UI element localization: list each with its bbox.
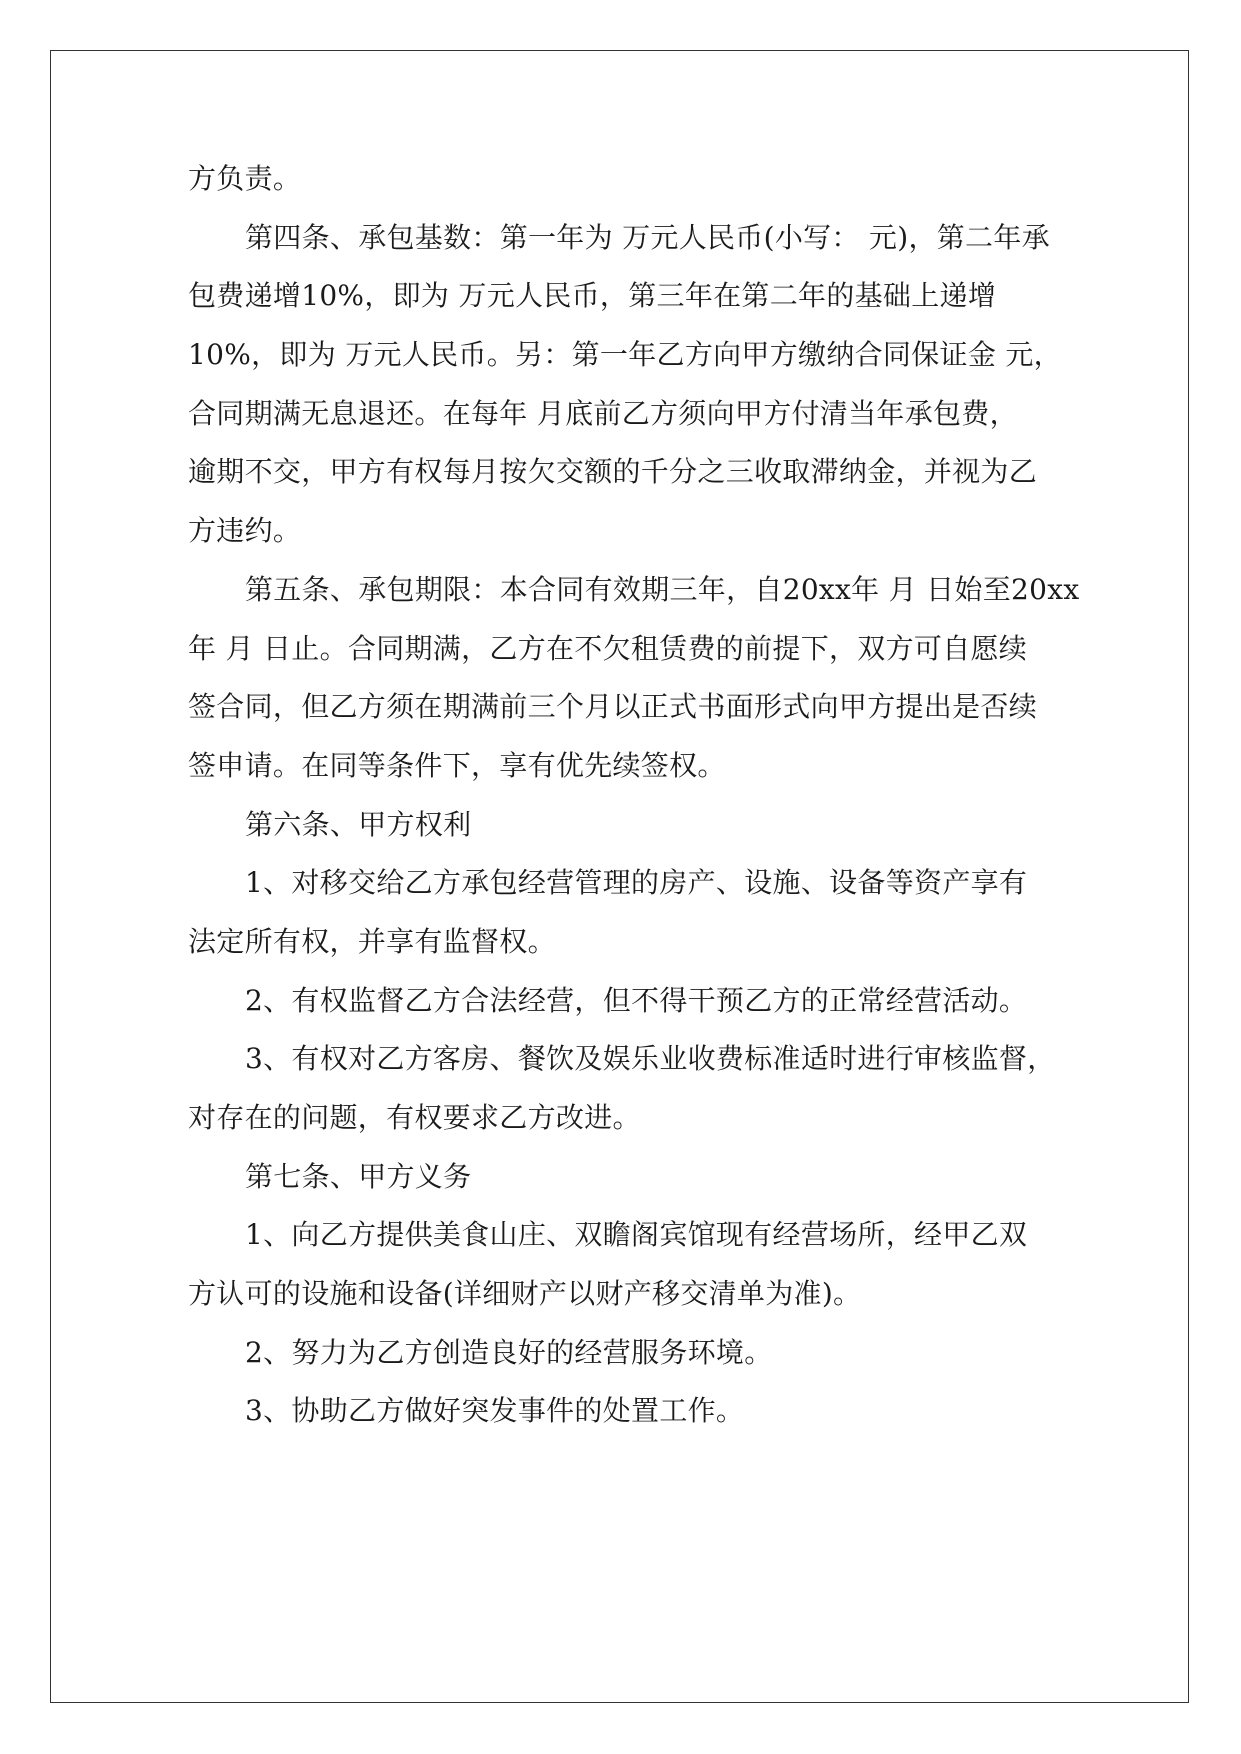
text-line: 方认可的设施和设备(详细财产以财产移交清单为准)。 bbox=[188, 1277, 862, 1311]
text-line: 法定所有权，并享有监督权。 bbox=[188, 924, 556, 958]
section-heading: 第七条、甲方义务 bbox=[245, 1159, 472, 1193]
text-line: 对存在的问题，有权要求乙方改进。 bbox=[188, 1101, 641, 1134]
text-line: 2、努力为乙方创造良好的经营服务环境。 bbox=[245, 1335, 773, 1369]
text-line: 3、协助乙方做好突发事件的处置工作。 bbox=[245, 1394, 745, 1428]
text-line: 第四条、承包基数：第一年为 万元人民币(小写： 元)，第二年承 bbox=[245, 220, 1050, 254]
text-line: 1、向乙方提供美食山庄、双瞻阁宾馆现有经营场所，经甲乙双 bbox=[245, 1218, 1028, 1252]
text-line: 3、有权对乙方客房、餐饮及娱乐业收费标准适时进行审核监督， bbox=[245, 1042, 1056, 1076]
text-line: 合同期满无息退还。在每年 月底前乙方须向甲方付清当年承包费， bbox=[188, 396, 1018, 430]
text-line: 方负责。 bbox=[188, 162, 302, 195]
text-line: 签合同，但乙方须在期满前三个月以正式书面形式向甲方提出是否续 bbox=[188, 690, 1038, 724]
text-line: 年 月 日止。合同期满，乙方在不欠租赁费的前提下，双方可自愿续 bbox=[188, 631, 1028, 665]
document-body bbox=[188, 150, 1088, 1441]
text-line: 10%，即为 万元人民币。另：第一年乙方向甲方缴纳合同保证金 元， bbox=[188, 338, 1062, 372]
text-line: 逾期不交，甲方有权每月按欠交额的千分之三收取滞纳金，并视为乙 bbox=[188, 455, 1038, 489]
section-heading: 第六条、甲方权利 bbox=[245, 807, 472, 841]
text-line: 包费递增10%，即为 万元人民币，第三年在第二年的基础上递增 bbox=[188, 279, 997, 313]
text-line: 第五条、承包期限：本合同有效期三年，自20xx年 月 日始至20xx bbox=[245, 572, 1080, 606]
text-line: 2、有权监督乙方合法经营，但不得干预乙方的正常经营活动。 bbox=[245, 983, 1028, 1017]
text-line: 方违约。 bbox=[188, 514, 302, 548]
text-line: 1、对移交给乙方承包经营管理的房产、设施、设备等资产享有 bbox=[245, 866, 1028, 900]
text-line: 签申请。在同等条件下，享有优先续签权。 bbox=[188, 748, 726, 782]
